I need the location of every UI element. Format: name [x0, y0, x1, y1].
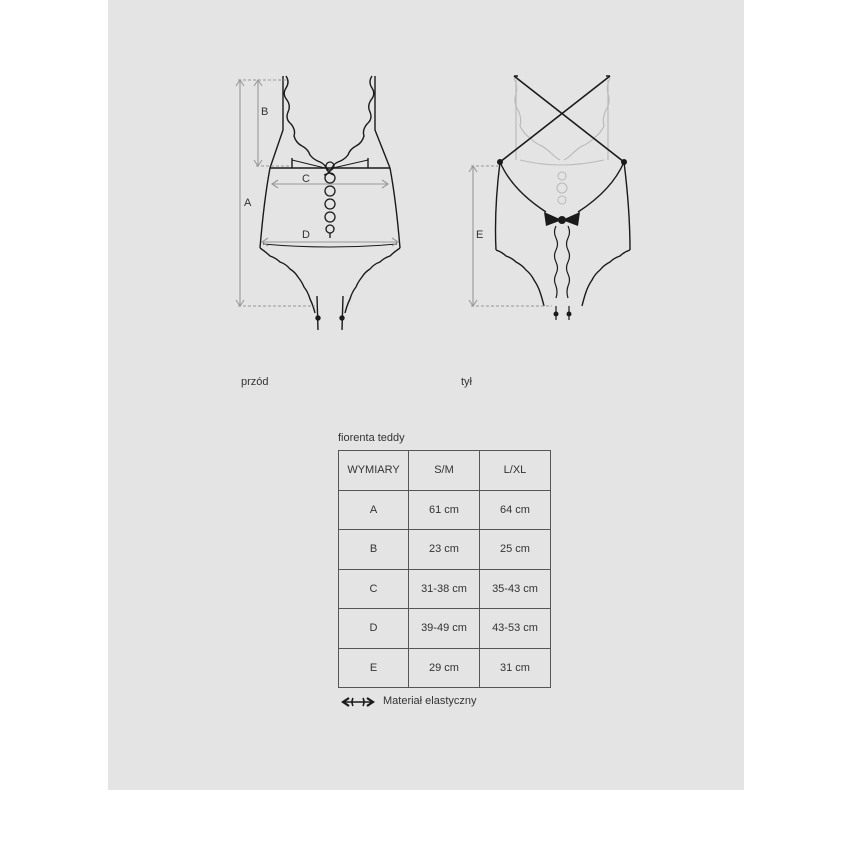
cell-lxl: 64 cm: [480, 490, 551, 530]
back-ghost-cups: [514, 78, 610, 160]
row-label: B: [339, 530, 409, 570]
header-cell-sm: S/M: [409, 451, 480, 491]
front-garter-right: [342, 296, 343, 330]
table-header-row: [339, 451, 551, 491]
measure-letter-a: A: [244, 197, 252, 209]
front-body-right: [390, 168, 400, 248]
cell-lxl: 43-53 cm: [480, 609, 551, 649]
back-lace-bottom: [496, 250, 630, 306]
header-cell-dimensions: WYMIARY: [339, 451, 409, 491]
measure-letter-c: C: [302, 173, 310, 185]
row-label: D: [339, 609, 409, 649]
front-view: [260, 76, 400, 330]
size-table: [338, 450, 551, 688]
front-left-strap: [270, 76, 283, 168]
table-row: [339, 530, 551, 570]
back-body-outline: [496, 162, 631, 250]
size-table-title: fiorenta teddy: [338, 432, 405, 444]
row-label: E: [339, 648, 409, 688]
row-label: C: [339, 569, 409, 609]
table-row: [339, 490, 551, 530]
table-row: [339, 609, 551, 649]
front-right-strap: [375, 76, 390, 168]
header-cell-lxl: L/XL: [480, 451, 551, 491]
table-row: [339, 569, 551, 609]
cell-sm: 23 cm: [409, 530, 480, 570]
measure-letter-b: B: [261, 106, 269, 118]
cell-sm: 61 cm: [409, 490, 480, 530]
cell-sm: 31-38 cm: [409, 569, 480, 609]
front-lace-bottom: [260, 248, 400, 313]
legend-text: Materiał elastyczny: [383, 695, 477, 707]
back-view-caption: tył: [461, 376, 472, 388]
row-label: A: [339, 490, 409, 530]
back-view: [496, 76, 631, 320]
cell-lxl: 31 cm: [480, 648, 551, 688]
front-view-caption: przód: [241, 376, 269, 388]
front-garter-left: [317, 296, 318, 330]
measure-letter-d: D: [302, 229, 310, 241]
table-row: [339, 648, 551, 688]
cell-lxl: 35-43 cm: [480, 569, 551, 609]
measure-letter-e: E: [476, 229, 484, 241]
cell-sm: 29 cm: [409, 648, 480, 688]
back-lace-tails: [555, 226, 570, 298]
front-measure-letters: [244, 106, 310, 241]
cell-sm: 39-49 cm: [409, 609, 480, 649]
cell-lxl: 25 cm: [480, 530, 551, 570]
bow-icon: [544, 212, 580, 226]
front-body-left: [260, 168, 270, 248]
stretch-arrows-icon: [341, 695, 375, 709]
